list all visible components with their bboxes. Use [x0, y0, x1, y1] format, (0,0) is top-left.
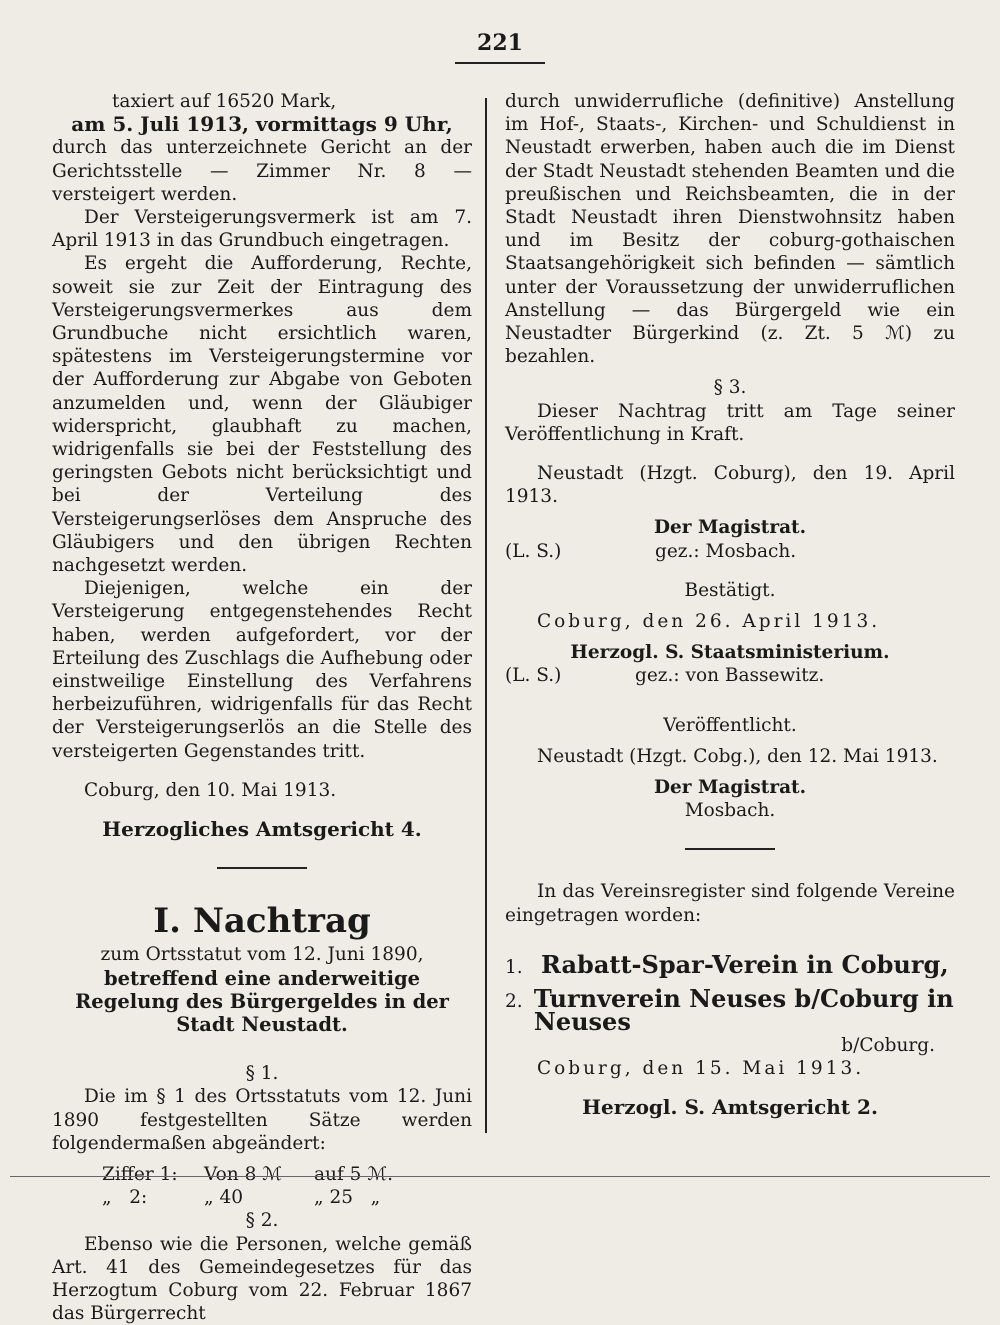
register-note: Der Versteigerungsvermerk ist am 7. April 1913 in das Grundbuch eingetragen. — [52, 207, 472, 252]
court-signature-2: Herzogl. S. Amtsgericht 2. — [582, 1094, 878, 1119]
signature-row-2 — [505, 664, 955, 687]
register-entry-1-number: 1. — [505, 956, 523, 978]
page-number-rule — [455, 62, 545, 64]
auction-date: am 5. Juli 1913, vormittags 9 Uhr, — [71, 112, 453, 137]
left-column — [52, 90, 472, 1325]
ziffer-2-to: „ 25 „ — [314, 1187, 381, 1209]
register-entry-2-tail: b/Coburg. — [841, 1034, 935, 1056]
signature-3: Mosbach. — [684, 800, 776, 822]
magistrat-heading-2: Der Magistrat. — [653, 777, 807, 799]
page-number: 221 — [477, 30, 523, 56]
register-intro: In das Vereinsregister sind folgende Vereine eingetragen worden: — [505, 881, 955, 926]
dateline-4: Coburg, den 15. Mai 1913. — [537, 1057, 865, 1079]
amendment-subtitle: zum Ortsstatut vom 12. Juni 1890, — [100, 944, 424, 966]
call-paragraph: Es ergeht die Aufforderung, Rechte, soweit sie zur Zeit der Eintragung des Versteigerungsvermerkes aus dem Grundbuche nicht ersichtlich waren, spätestens im Versteigerungstermine vor der Aufforderung zur Abgabe von Geboten anzumelden und, wenn der Gläubiger widerspricht, glaubhaft zu machen, widrigenfalls sie bei der Feststellung des geringsten Gebots nicht berücksichtigt und bei der Verteilung des Versteigerungserlöses dem Anspruche des Gläubigers und den übrigen Rechten nachgesetzt werden. — [52, 253, 472, 577]
ziffer-1-from: Von 8 ℳ — [204, 1163, 283, 1185]
register-entry-2-number: 2. — [505, 991, 523, 1013]
ziffer-1-to: auf 5 ℳ. — [314, 1163, 393, 1185]
section-1-text: Die im § 1 des Ortsstatuts vom 12. Juni 1890 festgestellten Sätze werden folgendermaßen abgeändert: — [52, 1086, 472, 1154]
ziffer-2-label: „ 2: — [102, 1187, 148, 1209]
dateline-3: Neustadt (Hzgt. Cobg.), den 12. Mai 1913. — [537, 745, 938, 767]
section-2-text: Ebenso wie die Personen, welche gemäß Art. 41 des Gemeindegesetzes für das Herzogtum Coburg vom 22. Februar 1867 das Bürgerrecht — [52, 1233, 472, 1325]
section-1-heading: § 1. — [245, 1063, 279, 1085]
dateline-1: Neustadt (Hzgt. Coburg), den 19. April 1913. — [505, 463, 955, 508]
ministry-signature: Herzogl. S. Staatsministerium. — [570, 642, 890, 664]
register-entry-1 — [505, 949, 955, 979]
right-column — [505, 90, 955, 1119]
section-3-text: Dieser Nachtrag tritt am Tage seiner Veröffentlichung in Kraft. — [505, 400, 955, 445]
seal-mark-1: (L. S.) — [505, 540, 562, 562]
register-entry-1-name: Rabatt-Spar-Verein in Coburg, — [541, 949, 949, 979]
register-entry-2-name: Turnverein Neuses b/Coburg in Neuses — [533, 984, 954, 1037]
seal-mark-2: (L. S.) — [505, 665, 562, 687]
auction-paragraph: durch das unterzeichnete Gericht an der Gerichtsstelle — Zimmer Nr. 8 — versteigert werden. — [52, 137, 472, 205]
appraisal-line: taxiert auf 16520 Mark, — [112, 91, 337, 112]
confirmed-label: Bestätigt. — [684, 579, 776, 601]
section-3-heading: § 3. — [713, 377, 747, 399]
section-2-continued: durch unwiderrufliche (definitive) Anstellung im Hof-, Staats-, Kirchen- und Schuldienst in Neustadt erwerben, haben auch die im Dienst der Stadt Neustadt stehenden Beamten und die preußischen und Reichsbeamten, die in der Stadt Neustadt ihren Dienstwohnsitz haben und im Besitz der coburg-gothaischen Staatsangehörigkeit sich befinden — sämtlich unter der Voraussetzung der unwiderruflichen Anstellung — das Bürgergeld wie ein Neustadter Bürgerkind (z. Zt. 5 ℳ) zu bezahlen. — [505, 91, 955, 368]
section-2-heading: § 2. — [245, 1210, 279, 1232]
amendment-heading: betreffend eine anderweitige Regelung des Bürgergeldes in der Stadt Neustadt. — [75, 966, 449, 1036]
imprint-line — [10, 1176, 990, 1183]
published-label: Veröffentlicht. — [663, 714, 797, 736]
signature-2: gez.: von Bassewitz. — [635, 665, 825, 687]
place-date: Coburg, den 10. Mai 1913. — [84, 779, 337, 801]
court-signature: Herzogliches Amtsgericht 4. — [102, 817, 422, 842]
ziffer-1-label: Ziffer 1: — [102, 1163, 178, 1185]
section-rule — [217, 867, 307, 869]
ziffer-row-2 — [52, 1186, 472, 1209]
column-divider — [485, 98, 487, 1133]
amendment-title: I. Nachtrag — [153, 901, 371, 942]
dateline-2: Coburg, den 26. April 1913. — [537, 611, 881, 633]
register-entry-2 — [505, 984, 955, 1037]
magistrat-heading-1: Der Magistrat. — [653, 517, 807, 539]
ziffer-2-from: „ 40 — [204, 1187, 244, 1209]
signature-1: gez.: Mosbach. — [655, 540, 797, 562]
section-rule-right — [685, 848, 775, 850]
signature-row-1 — [505, 540, 955, 563]
objection-paragraph: Diejenigen, welche ein der Versteigerung entgegenstehendes Recht haben, werden aufgefordert, vor der Erteilung des Zuschlags die Aufhebung oder einstweilige Einstellung des Verfahrens herbeizuführen, widrigenfalls für das Recht der Versteigerungserlös an die Stelle des versteigerten Gegenstandes tritt. — [52, 578, 472, 762]
